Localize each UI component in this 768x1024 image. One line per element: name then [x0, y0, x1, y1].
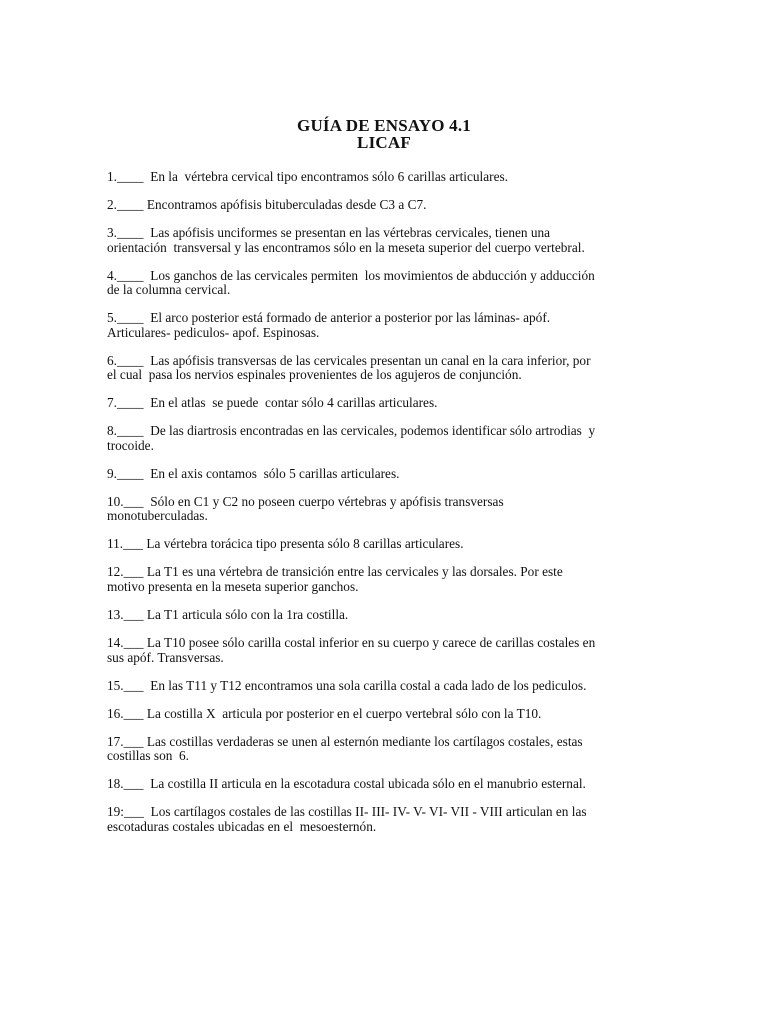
statement-text-line: 1.____ En la vértebra cervical tipo encontramos sólo 6 carillas articulares. — [107, 169, 508, 184]
statement-text-line: 9.____ En el axis contamos sólo 5 carillas articulares. — [107, 465, 400, 481]
statement-text-line: 11.___ La vértebra torácica tipo presenta sólo 8 carillas articulares. — [107, 536, 464, 552]
statement-item — [107, 269, 667, 298]
statement-item — [107, 354, 667, 383]
statement-text-line: escotaduras costales ubicadas en el mesoesternón. — [107, 818, 377, 834]
statement-item — [107, 537, 667, 552]
statement-text-line: orientación transversal y las encontramos sólo en la meseta superior del cuerpo vertebral. — [107, 239, 585, 255]
statement-item — [107, 777, 667, 792]
statement-text-line: 2.____ Encontramos apófisis bituberculadas desde C3 a C7. — [107, 196, 427, 212]
statement-text-line: costillas son 6. — [107, 748, 189, 764]
statement-text-line: 16.___ La costilla X articula por posterior en el cuerpo vertebral sólo con la T10. — [107, 705, 542, 721]
statement-text-line: 13.___ La T1 articula sólo con la 1ra costilla. — [107, 606, 349, 622]
statement-item — [107, 608, 667, 623]
statement-item — [107, 170, 667, 185]
statement-text-line: Articulares- pediculos- apof. Espinosas. — [107, 324, 320, 340]
statement-item — [107, 424, 667, 453]
statement-item — [107, 707, 667, 722]
statement-text-line: 7.____ En el atlas se puede contar sólo 4 carillas articulares. — [107, 395, 438, 411]
statement-item — [107, 636, 667, 665]
statement-text-line: sus apóf. Transversas. — [107, 649, 224, 665]
statement-text-line: trocoide. — [107, 437, 154, 453]
statement-item — [107, 679, 667, 694]
document-subtitle: LICAF — [357, 133, 411, 152]
statement-item — [107, 805, 667, 834]
statement-item — [107, 311, 667, 340]
statement-text-line: 10.___ Sólo en C1 y C2 no poseen cuerpo vértebras y apófisis transversas — [107, 493, 504, 509]
statement-text-line: 3.____ Las apófisis unciformes se presentan en las vértebras cervicales, tienen una — [107, 224, 551, 240]
statement-item — [107, 735, 667, 764]
statement-text-line: 5.____ El arco posterior está formado de anterior a posterior por las láminas- apóf. — [107, 310, 551, 326]
statement-text-line: 12.___ La T1 es una vértebra de transición entre las cervicales y las dorsales. Por este — [107, 564, 563, 580]
statement-text-line: 15.___ En las T11 y T12 encontramos una sola carilla costal a cada lado de los pediculos. — [107, 677, 587, 693]
title-block — [0, 117, 768, 151]
statement-item — [107, 198, 667, 213]
statement-text-line: 14.___ La T10 posee sólo carilla costal inferior en su cuerpo y carece de carillas costales en — [107, 634, 596, 650]
document-title: GUÍA DE ENSAYO 4.1 — [297, 116, 471, 135]
statement-text-line: 19:___ Los cartílagos costales de las costillas II- III- IV- V- VI- VII - VIII articulan en las — [107, 804, 587, 820]
statement-text-line: el cual pasa los nervios espinales provenientes de los agujeros de conjunción. — [107, 367, 522, 383]
statement-item — [107, 565, 667, 594]
statement-text-line: 6.____ Las apófisis transversas de las cervicales presentan un canal en la cara inferior, por — [107, 352, 591, 368]
statement-text-line: 18.___ La costilla II articula en la escotadura costal ubicada sólo en el manubrio esternal. — [107, 776, 586, 792]
statement-text-line: monotuberculadas. — [107, 508, 208, 524]
statement-text-line: de la columna cervical. — [107, 282, 231, 298]
statement-text-line: motivo presenta en la meseta superior ganchos. — [107, 578, 359, 594]
statement-list — [107, 170, 667, 848]
statement-text-line: 4.____ Los ganchos de las cervicales permiten los movimientos de abducción y adducción — [107, 267, 595, 283]
statement-item — [107, 467, 667, 482]
statement-text-line: 17.___ Las costillas verdaderas se unen al esternón mediante los cartílagos costales, estas — [107, 733, 583, 749]
statement-text-line: 8.____ De las diartrosis encontradas en las cervicales, podemos identificar sólo artrodias y — [107, 423, 596, 439]
statement-item — [107, 396, 667, 411]
statement-item — [107, 226, 667, 255]
statement-item — [107, 495, 667, 524]
